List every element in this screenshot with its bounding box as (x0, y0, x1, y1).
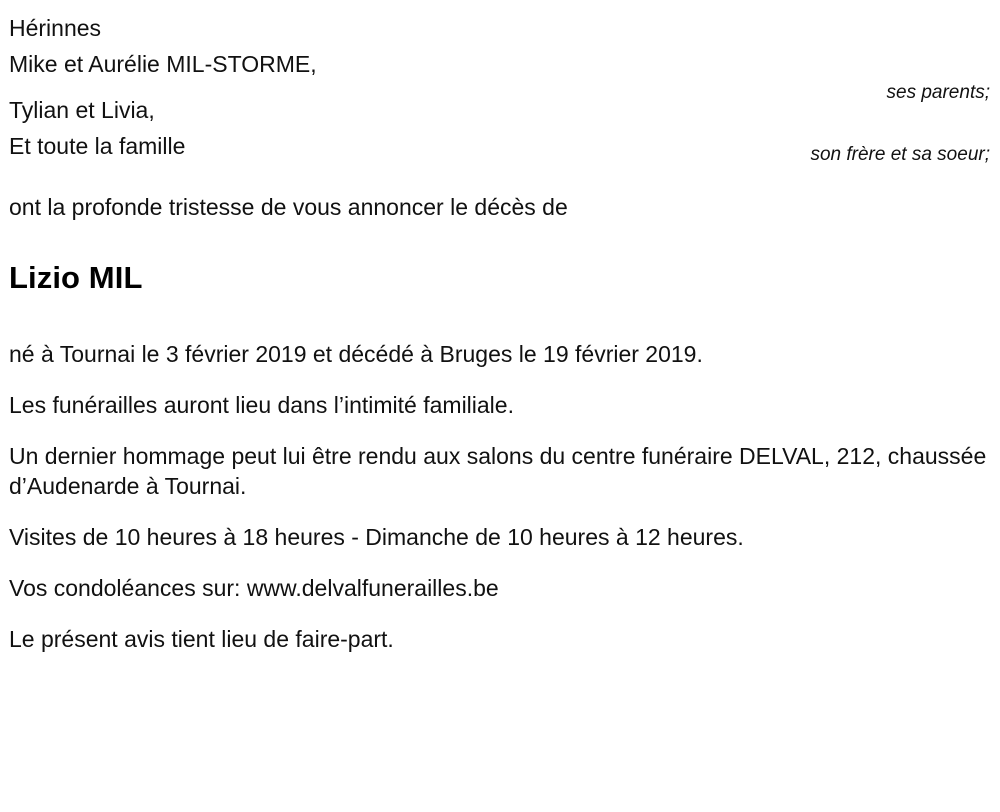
relation-note-parents: ses parents; (886, 82, 990, 103)
detail-visiting-hours: Visites de 10 heures à 18 heures - Dimanche de 10 heures à 12 heures. (9, 524, 744, 550)
locality-label: Hérinnes (9, 15, 102, 41)
detail-notice-disclaimer: Le présent avis tient lieu de faire-part. (9, 626, 394, 652)
relation-note-siblings: son frère et sa soeur; (810, 144, 990, 165)
family-spacer (0, 82, 1000, 92)
detail-condolences-website: Vos condoléances sur: www.delvalfunerailles.be (9, 575, 499, 601)
deceased-name-heading: Lizio MIL (9, 260, 143, 295)
siblings-names: Tylian et Livia, (9, 97, 155, 123)
parents-names: Mike et Aurélie MIL-STORME, (9, 51, 317, 77)
locality-row (0, 10, 1000, 46)
extended-family-label: Et toute la famille (9, 133, 186, 159)
announcement-text: ont la profonde tristesse de vous annoncer le décès de (9, 194, 568, 220)
detail-birth-death: né à Tournai le 3 février 2019 et décédé à Bruges le 19 février 2019. (9, 341, 703, 367)
detail-visitation-location: Un dernier hommage peut lui être rendu aux salons du centre funéraire DELVAL, 212, chaussée d’Audenarde à Tournai. (9, 443, 987, 499)
family-entry-siblings (0, 92, 1000, 128)
family-block (0, 0, 1000, 164)
detail-funeral-privacy: Les funérailles auront lieu dans l’intimité familiale. (9, 392, 514, 418)
details-section (0, 339, 1000, 654)
family-entry-extended (0, 128, 1000, 164)
family-entry-parents (0, 46, 1000, 82)
